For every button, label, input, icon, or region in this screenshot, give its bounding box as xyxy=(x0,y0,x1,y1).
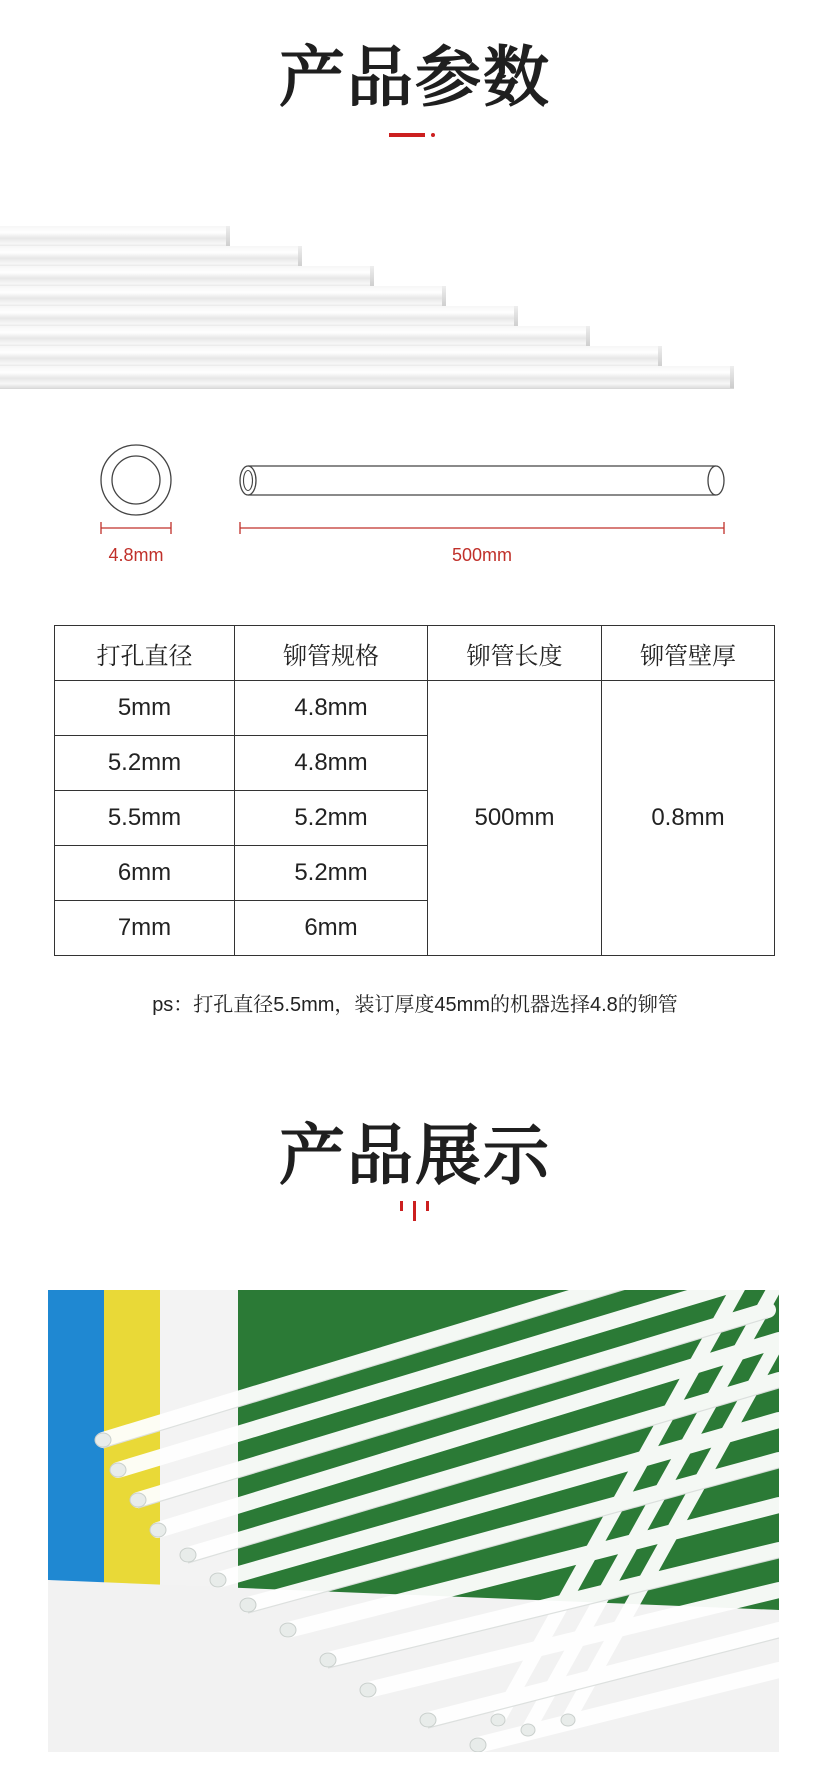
cell-tube-spec: 5.2mm xyxy=(235,791,428,846)
cell-tube-length: 500mm xyxy=(428,681,602,956)
tube-8 xyxy=(0,366,734,389)
title-accent-bar xyxy=(389,133,425,137)
cell-hole-diameter: 5.2mm xyxy=(55,736,235,791)
title-accent-mark xyxy=(413,1201,416,1221)
product-photo xyxy=(48,1290,779,1752)
product-photo-illustration xyxy=(48,1290,779,1752)
table-header-row xyxy=(55,626,775,681)
tube-side-view-icon xyxy=(240,466,724,495)
table-row xyxy=(55,681,775,736)
cell-tube-spec: 4.8mm xyxy=(235,736,428,791)
title-accent-mark xyxy=(400,1201,403,1211)
header-tube-spec: 铆管规格 xyxy=(235,626,428,681)
cell-tube-spec: 5.2mm xyxy=(235,846,428,901)
cell-hole-diameter: 7mm xyxy=(55,901,235,956)
diameter-label: 4.8mm xyxy=(108,545,164,565)
title-accent-mark xyxy=(426,1201,429,1211)
selection-note: ps：打孔直径5.5mm，装订厚度45mm的机器选择4.8的铆管 xyxy=(152,994,678,1016)
cell-tube-spec: 6mm xyxy=(235,901,428,956)
length-dimension-line xyxy=(240,522,724,534)
cell-hole-diameter: 5.5mm xyxy=(55,791,235,846)
header-tube-length: 铆管长度 xyxy=(428,626,602,681)
cell-wall-thickness: 0.8mm xyxy=(602,681,775,956)
spec-table xyxy=(54,625,775,956)
diameter-dimension-line xyxy=(101,522,171,534)
header-wall-thickness: 铆管壁厚 xyxy=(602,626,775,681)
header-hole-diameter: 打孔直径 xyxy=(55,626,235,681)
display-section-title: 产品展示 xyxy=(279,1117,551,1194)
length-label: 500mm xyxy=(451,545,513,565)
title-accent-dot xyxy=(431,133,435,137)
tube-cross-section-icon xyxy=(101,445,171,515)
cell-tube-spec: 4.8mm xyxy=(235,681,428,736)
tube-dimension-drawing xyxy=(0,440,830,560)
cell-hole-diameter: 6mm xyxy=(55,846,235,901)
params-section-title: 产品参数 xyxy=(279,39,551,116)
cell-hole-diameter: 5mm xyxy=(55,681,235,736)
